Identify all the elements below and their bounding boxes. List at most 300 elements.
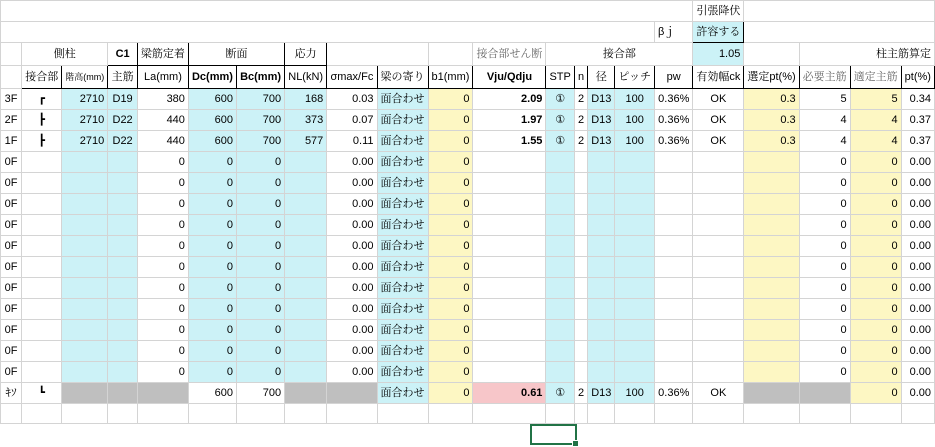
need-cell[interactable]: 0 bbox=[799, 236, 850, 257]
cell-empty[interactable] bbox=[850, 404, 901, 424]
col-header-pitch[interactable]: ピッチ bbox=[615, 66, 655, 89]
beam-offset-cell[interactable]: 面合わせ bbox=[377, 362, 428, 383]
cell-empty[interactable] bbox=[1, 1, 693, 22]
n-cell[interactable]: 2 bbox=[574, 383, 587, 404]
pt-cell[interactable]: 0.00 bbox=[901, 257, 934, 278]
adopt-cell[interactable]: 0 bbox=[850, 152, 901, 173]
bc-cell[interactable]: 700 bbox=[237, 110, 285, 131]
col-header-ck[interactable]: 有効幅ck bbox=[693, 66, 744, 89]
col-header-adopt[interactable]: 適定主筋 bbox=[850, 66, 901, 89]
adopt-cell[interactable]: 0 bbox=[850, 383, 901, 404]
col-header-vju[interactable]: Vju/Qdju bbox=[473, 66, 546, 89]
dia-cell[interactable]: D13 bbox=[588, 110, 615, 131]
n-cell[interactable] bbox=[574, 278, 587, 299]
column-main-calc-label[interactable]: 柱主筋算定 bbox=[799, 43, 934, 66]
n-cell[interactable] bbox=[574, 299, 587, 320]
height-cell[interactable] bbox=[62, 215, 108, 236]
bar-cell[interactable] bbox=[108, 383, 138, 404]
beam-offset-cell[interactable]: 面合わせ bbox=[377, 110, 428, 131]
b1-cell[interactable]: 0 bbox=[428, 194, 473, 215]
dc-cell[interactable]: 0 bbox=[188, 215, 236, 236]
floor-cell[interactable]: 0F bbox=[1, 236, 22, 257]
pt-sel-cell[interactable] bbox=[744, 299, 799, 320]
nl-cell[interactable] bbox=[285, 362, 327, 383]
vju-cell[interactable]: 1.97 bbox=[473, 110, 546, 131]
beam-offset-cell[interactable]: 面合わせ bbox=[377, 278, 428, 299]
floor-cell[interactable]: 0F bbox=[1, 194, 22, 215]
pt-cell[interactable]: 0.00 bbox=[901, 173, 934, 194]
beam-offset-cell[interactable]: 面合わせ bbox=[377, 215, 428, 236]
floor-cell[interactable]: 0F bbox=[1, 215, 22, 236]
sigma-cell[interactable]: 0.00 bbox=[327, 173, 377, 194]
sigma-cell[interactable]: 0.00 bbox=[327, 194, 377, 215]
dc-cell[interactable]: 0 bbox=[188, 299, 236, 320]
bc-cell[interactable]: 0 bbox=[237, 341, 285, 362]
b1-cell[interactable]: 0 bbox=[428, 299, 473, 320]
adopt-cell[interactable]: 0 bbox=[850, 257, 901, 278]
stp-cell[interactable] bbox=[546, 152, 574, 173]
pw-cell[interactable] bbox=[654, 236, 692, 257]
cell-empty[interactable] bbox=[377, 404, 428, 424]
dc-cell[interactable]: 0 bbox=[188, 236, 236, 257]
pw-cell[interactable] bbox=[654, 194, 692, 215]
ck-cell[interactable] bbox=[693, 299, 744, 320]
cell-empty[interactable] bbox=[744, 404, 799, 424]
dia-cell[interactable]: D13 bbox=[588, 131, 615, 152]
stp-cell[interactable] bbox=[546, 320, 574, 341]
pw-cell[interactable] bbox=[654, 152, 692, 173]
height-cell[interactable] bbox=[62, 299, 108, 320]
sigma-cell[interactable]: 0.07 bbox=[327, 110, 377, 131]
b1-cell[interactable]: 0 bbox=[428, 383, 473, 404]
bc-cell[interactable]: 0 bbox=[237, 320, 285, 341]
bc-cell[interactable]: 0 bbox=[237, 362, 285, 383]
b1-cell[interactable]: 0 bbox=[428, 320, 473, 341]
need-cell[interactable]: 0 bbox=[799, 173, 850, 194]
pt-sel-cell[interactable] bbox=[744, 320, 799, 341]
selected-cell[interactable] bbox=[473, 404, 546, 424]
pt-sel-cell[interactable] bbox=[744, 215, 799, 236]
nl-cell[interactable] bbox=[285, 215, 327, 236]
cell-empty[interactable] bbox=[108, 404, 138, 424]
dc-cell[interactable]: 0 bbox=[188, 362, 236, 383]
height-cell[interactable]: 2710 bbox=[62, 110, 108, 131]
col-header-bc[interactable]: Bc(mm) bbox=[237, 66, 285, 89]
stp-cell[interactable]: ① bbox=[546, 89, 574, 110]
bc-cell[interactable]: 700 bbox=[237, 383, 285, 404]
floor-cell[interactable]: ｷｿ bbox=[1, 383, 22, 404]
pw-cell[interactable] bbox=[654, 299, 692, 320]
la-cell[interactable]: 0 bbox=[137, 278, 188, 299]
nl-cell[interactable] bbox=[285, 299, 327, 320]
col-header-pt[interactable]: pt(%) bbox=[901, 66, 934, 89]
sigma-cell[interactable]: 0.00 bbox=[327, 362, 377, 383]
vju-cell[interactable] bbox=[473, 236, 546, 257]
bar-cell[interactable] bbox=[108, 341, 138, 362]
pt-cell[interactable]: 0.00 bbox=[901, 278, 934, 299]
dia-cell[interactable] bbox=[588, 236, 615, 257]
n-cell[interactable] bbox=[574, 215, 587, 236]
ck-cell[interactable] bbox=[693, 278, 744, 299]
joint-symbol-cell[interactable] bbox=[22, 236, 62, 257]
floor-cell[interactable]: 0F bbox=[1, 257, 22, 278]
joint-symbol-cell[interactable] bbox=[22, 215, 62, 236]
col-header-stp[interactable]: STP bbox=[546, 66, 574, 89]
cell-empty[interactable] bbox=[744, 43, 799, 66]
nl-cell[interactable] bbox=[285, 236, 327, 257]
height-cell[interactable]: 2710 bbox=[62, 131, 108, 152]
pt-cell[interactable]: 0.00 bbox=[901, 236, 934, 257]
pitch-cell[interactable] bbox=[615, 236, 655, 257]
sigma-cell[interactable]: 0.11 bbox=[327, 131, 377, 152]
joint-shear-tiny-label[interactable]: 接合部せん断 bbox=[473, 43, 546, 66]
pw-cell[interactable] bbox=[654, 320, 692, 341]
pw-cell[interactable]: 0.36% bbox=[654, 131, 692, 152]
joint-symbol-cell[interactable] bbox=[22, 362, 62, 383]
pitch-cell[interactable] bbox=[615, 362, 655, 383]
need-cell[interactable]: 0 bbox=[799, 320, 850, 341]
height-cell[interactable] bbox=[62, 173, 108, 194]
ck-cell[interactable] bbox=[693, 152, 744, 173]
pitch-cell[interactable] bbox=[615, 299, 655, 320]
stp-cell[interactable]: ① bbox=[546, 131, 574, 152]
stp-cell[interactable] bbox=[546, 194, 574, 215]
n-cell[interactable] bbox=[574, 257, 587, 278]
bc-cell[interactable]: 0 bbox=[237, 299, 285, 320]
need-cell[interactable]: 0 bbox=[799, 257, 850, 278]
pt-sel-cell[interactable] bbox=[744, 278, 799, 299]
joint-symbol-cell[interactable] bbox=[22, 257, 62, 278]
cell-empty[interactable] bbox=[1, 22, 655, 43]
col-header-height[interactable]: 階高(mm) bbox=[62, 66, 108, 89]
dc-cell[interactable]: 600 bbox=[188, 383, 236, 404]
joint-symbol-cell[interactable]: ┣ bbox=[22, 110, 62, 131]
b1-cell[interactable]: 0 bbox=[428, 236, 473, 257]
bc-cell[interactable]: 0 bbox=[237, 215, 285, 236]
cell-empty[interactable] bbox=[22, 404, 62, 424]
ck-cell[interactable] bbox=[693, 215, 744, 236]
nl-cell[interactable]: 373 bbox=[285, 110, 327, 131]
dia-cell[interactable] bbox=[588, 362, 615, 383]
bar-cell[interactable] bbox=[108, 152, 138, 173]
need-cell[interactable]: 0 bbox=[799, 341, 850, 362]
joint-symbol-cell[interactable] bbox=[22, 173, 62, 194]
stp-cell[interactable] bbox=[546, 215, 574, 236]
pw-cell[interactable]: 0.36% bbox=[654, 89, 692, 110]
beam-offset-cell[interactable]: 面合わせ bbox=[377, 173, 428, 194]
ck-cell[interactable] bbox=[693, 194, 744, 215]
cell-empty[interactable] bbox=[1, 43, 22, 66]
ck-cell[interactable] bbox=[693, 320, 744, 341]
adopt-cell[interactable]: 5 bbox=[850, 89, 901, 110]
height-cell[interactable] bbox=[62, 341, 108, 362]
la-cell[interactable]: 0 bbox=[137, 236, 188, 257]
col-header-joint[interactable]: 接合部 bbox=[22, 66, 62, 89]
pw-cell[interactable] bbox=[654, 173, 692, 194]
col-header-pt-sel[interactable]: 選定pt(%) bbox=[744, 66, 799, 89]
ck-cell[interactable]: OK bbox=[693, 110, 744, 131]
joint-symbol-cell[interactable]: ┗ bbox=[22, 383, 62, 404]
pitch-cell[interactable]: 100 bbox=[615, 383, 655, 404]
adopt-cell[interactable]: 0 bbox=[850, 341, 901, 362]
adopt-cell[interactable]: 0 bbox=[850, 194, 901, 215]
height-cell[interactable] bbox=[62, 236, 108, 257]
stp-cell[interactable] bbox=[546, 173, 574, 194]
la-cell[interactable]: 0 bbox=[137, 215, 188, 236]
dc-cell[interactable]: 0 bbox=[188, 320, 236, 341]
dia-cell[interactable] bbox=[588, 257, 615, 278]
pt-cell[interactable]: 0.37 bbox=[901, 110, 934, 131]
pw-cell[interactable]: 0.36% bbox=[654, 383, 692, 404]
n-cell[interactable]: 2 bbox=[574, 131, 587, 152]
beta-j-label[interactable]: βｊ bbox=[654, 22, 692, 43]
tensile-yield-label[interactable]: 引張降伏 bbox=[693, 1, 744, 22]
dc-cell[interactable]: 0 bbox=[188, 278, 236, 299]
vju-cell[interactable] bbox=[473, 152, 546, 173]
bc-cell[interactable]: 0 bbox=[237, 257, 285, 278]
nl-cell[interactable]: 577 bbox=[285, 131, 327, 152]
vju-cell[interactable] bbox=[473, 341, 546, 362]
dia-cell[interactable] bbox=[588, 299, 615, 320]
vju-cell[interactable] bbox=[473, 215, 546, 236]
pt-cell[interactable]: 0.00 bbox=[901, 320, 934, 341]
b1-cell[interactable]: 0 bbox=[428, 110, 473, 131]
beam-offset-cell[interactable]: 面合わせ bbox=[377, 131, 428, 152]
need-cell[interactable] bbox=[799, 383, 850, 404]
dia-cell[interactable]: D13 bbox=[588, 383, 615, 404]
floor-cell[interactable]: 2F bbox=[1, 110, 22, 131]
col-header-dc[interactable]: Dc(mm) bbox=[188, 66, 236, 89]
sigma-cell[interactable]: 0.00 bbox=[327, 320, 377, 341]
col-header-pw[interactable]: pw bbox=[654, 66, 692, 89]
bc-cell[interactable]: 700 bbox=[237, 131, 285, 152]
sigma-cell[interactable]: 0.00 bbox=[327, 278, 377, 299]
allow-cell[interactable]: 許容する bbox=[693, 22, 744, 43]
c1-label[interactable]: C1 bbox=[108, 43, 138, 66]
pt-sel-cell[interactable]: 0.3 bbox=[744, 89, 799, 110]
sigma-cell[interactable]: 0.00 bbox=[327, 257, 377, 278]
n-cell[interactable] bbox=[574, 152, 587, 173]
la-cell[interactable]: 440 bbox=[137, 131, 188, 152]
pt-sel-cell[interactable] bbox=[744, 362, 799, 383]
height-cell[interactable] bbox=[62, 194, 108, 215]
stp-cell[interactable]: ① bbox=[546, 383, 574, 404]
section-label[interactable]: 断面 bbox=[188, 43, 284, 66]
b1-cell[interactable]: 0 bbox=[428, 215, 473, 236]
ck-cell[interactable] bbox=[693, 236, 744, 257]
la-cell[interactable]: 0 bbox=[137, 173, 188, 194]
pt-cell[interactable]: 0.37 bbox=[901, 131, 934, 152]
stp-cell[interactable] bbox=[546, 257, 574, 278]
nl-cell[interactable] bbox=[285, 173, 327, 194]
bar-cell[interactable] bbox=[108, 362, 138, 383]
cell-empty[interactable] bbox=[137, 404, 188, 424]
n-cell[interactable] bbox=[574, 194, 587, 215]
col-header-sigma[interactable]: σmax/Fc bbox=[327, 66, 377, 89]
n-cell[interactable] bbox=[574, 236, 587, 257]
b1-cell[interactable]: 0 bbox=[428, 152, 473, 173]
stp-cell[interactable] bbox=[546, 278, 574, 299]
dc-cell[interactable]: 600 bbox=[188, 110, 236, 131]
pitch-cell[interactable] bbox=[615, 320, 655, 341]
ck-cell[interactable]: OK bbox=[693, 383, 744, 404]
dia-cell[interactable] bbox=[588, 278, 615, 299]
pt-cell[interactable]: 0.00 bbox=[901, 215, 934, 236]
cell-empty[interactable] bbox=[62, 404, 108, 424]
dia-cell[interactable]: D13 bbox=[588, 89, 615, 110]
pitch-cell[interactable] bbox=[615, 215, 655, 236]
stp-cell[interactable]: ① bbox=[546, 110, 574, 131]
anchor-label[interactable]: 梁筋定着 bbox=[137, 43, 188, 66]
joint-symbol-cell[interactable]: ┣ bbox=[22, 131, 62, 152]
dc-cell[interactable]: 0 bbox=[188, 341, 236, 362]
beam-offset-cell[interactable]: 面合わせ bbox=[377, 383, 428, 404]
col-header-b1[interactable]: b1(mm) bbox=[428, 66, 473, 89]
floor-cell[interactable]: 0F bbox=[1, 362, 22, 383]
cell-empty[interactable] bbox=[1, 404, 22, 424]
la-cell[interactable]: 0 bbox=[137, 194, 188, 215]
dc-cell[interactable]: 0 bbox=[188, 152, 236, 173]
cell-empty[interactable] bbox=[693, 404, 744, 424]
pitch-cell[interactable] bbox=[615, 173, 655, 194]
joint-symbol-cell[interactable] bbox=[22, 299, 62, 320]
bar-cell[interactable]: D22 bbox=[108, 110, 138, 131]
cell-empty[interactable] bbox=[744, 22, 935, 43]
pt-cell[interactable]: 0.00 bbox=[901, 362, 934, 383]
bar-cell[interactable]: D22 bbox=[108, 131, 138, 152]
pt-sel-cell[interactable] bbox=[744, 341, 799, 362]
sigma-cell[interactable]: 0.00 bbox=[327, 341, 377, 362]
pt-sel-cell[interactable] bbox=[744, 194, 799, 215]
joint-label[interactable]: 接合部 bbox=[546, 43, 693, 66]
pt-sel-cell[interactable] bbox=[744, 152, 799, 173]
col-header-dia[interactable]: 径 bbox=[588, 66, 615, 89]
n-cell[interactable] bbox=[574, 362, 587, 383]
bc-cell[interactable]: 0 bbox=[237, 236, 285, 257]
dia-cell[interactable] bbox=[588, 152, 615, 173]
pt-cell[interactable]: 0.00 bbox=[901, 194, 934, 215]
bar-cell[interactable] bbox=[108, 320, 138, 341]
la-cell[interactable]: 0 bbox=[137, 152, 188, 173]
n-cell[interactable] bbox=[574, 320, 587, 341]
n-cell[interactable]: 2 bbox=[574, 89, 587, 110]
sigma-cell[interactable] bbox=[327, 383, 377, 404]
bar-cell[interactable]: D19 bbox=[108, 89, 138, 110]
vju-cell[interactable] bbox=[473, 257, 546, 278]
bc-cell[interactable]: 0 bbox=[237, 194, 285, 215]
need-cell[interactable]: 5 bbox=[799, 89, 850, 110]
b1-cell[interactable]: 0 bbox=[428, 278, 473, 299]
floor-cell[interactable]: 0F bbox=[1, 299, 22, 320]
beam-offset-cell[interactable]: 面合わせ bbox=[377, 194, 428, 215]
bar-cell[interactable] bbox=[108, 194, 138, 215]
nl-cell[interactable] bbox=[285, 278, 327, 299]
sigma-cell[interactable]: 0.00 bbox=[327, 152, 377, 173]
stp-cell[interactable] bbox=[546, 341, 574, 362]
floor-cell[interactable]: 0F bbox=[1, 173, 22, 194]
dc-cell[interactable]: 0 bbox=[188, 194, 236, 215]
la-cell[interactable]: 0 bbox=[137, 257, 188, 278]
n-cell[interactable] bbox=[574, 341, 587, 362]
ck-cell[interactable] bbox=[693, 173, 744, 194]
sigma-cell[interactable]: 0.00 bbox=[327, 236, 377, 257]
height-cell[interactable] bbox=[62, 278, 108, 299]
adopt-cell[interactable]: 4 bbox=[850, 110, 901, 131]
dia-cell[interactable] bbox=[588, 173, 615, 194]
pt-sel-cell[interactable] bbox=[744, 236, 799, 257]
vju-cell[interactable] bbox=[473, 320, 546, 341]
ck-cell[interactable]: OK bbox=[693, 131, 744, 152]
stp-cell[interactable] bbox=[546, 362, 574, 383]
cell-empty[interactable] bbox=[327, 43, 428, 66]
beam-offset-cell[interactable]: 面合わせ bbox=[377, 257, 428, 278]
height-cell[interactable] bbox=[62, 362, 108, 383]
bc-cell[interactable]: 700 bbox=[237, 89, 285, 110]
pitch-cell[interactable]: 100 bbox=[615, 89, 655, 110]
cell-empty[interactable] bbox=[799, 404, 850, 424]
need-cell[interactable]: 0 bbox=[799, 362, 850, 383]
floor-cell[interactable]: 0F bbox=[1, 278, 22, 299]
b1-cell[interactable]: 0 bbox=[428, 173, 473, 194]
cell-empty[interactable] bbox=[1, 66, 22, 89]
stp-cell[interactable] bbox=[546, 236, 574, 257]
ck-cell[interactable]: OK bbox=[693, 89, 744, 110]
col-header-beam-offset[interactable]: 梁の寄り bbox=[377, 66, 428, 89]
nl-cell[interactable] bbox=[285, 341, 327, 362]
pitch-cell[interactable] bbox=[615, 257, 655, 278]
pitch-cell[interactable] bbox=[615, 152, 655, 173]
joint-symbol-cell[interactable] bbox=[22, 341, 62, 362]
cell-empty[interactable] bbox=[428, 404, 473, 424]
cell-empty[interactable] bbox=[744, 1, 935, 22]
pt-cell[interactable]: 0.00 bbox=[901, 383, 934, 404]
cell-empty[interactable] bbox=[588, 404, 615, 424]
b1-cell[interactable]: 0 bbox=[428, 131, 473, 152]
pt-sel-cell[interactable]: 0.3 bbox=[744, 131, 799, 152]
dc-cell[interactable]: 0 bbox=[188, 257, 236, 278]
bar-cell[interactable] bbox=[108, 299, 138, 320]
pw-cell[interactable] bbox=[654, 362, 692, 383]
pt-sel-cell[interactable] bbox=[744, 383, 799, 404]
adopt-cell[interactable]: 0 bbox=[850, 173, 901, 194]
b1-cell[interactable]: 0 bbox=[428, 89, 473, 110]
beam-offset-cell[interactable]: 面合わせ bbox=[377, 320, 428, 341]
pw-cell[interactable]: 0.36% bbox=[654, 110, 692, 131]
need-cell[interactable]: 0 bbox=[799, 194, 850, 215]
need-cell[interactable]: 0 bbox=[799, 299, 850, 320]
cell-empty[interactable] bbox=[188, 404, 236, 424]
pt-cell[interactable]: 0.34 bbox=[901, 89, 934, 110]
ck-cell[interactable] bbox=[693, 362, 744, 383]
b1-cell[interactable]: 0 bbox=[428, 257, 473, 278]
cell-empty[interactable] bbox=[285, 404, 327, 424]
b1-cell[interactable]: 0 bbox=[428, 341, 473, 362]
col-header-bar[interactable]: 主筋 bbox=[108, 66, 138, 89]
vju-cell[interactable]: 0.61 bbox=[473, 383, 546, 404]
pitch-cell[interactable]: 100 bbox=[615, 110, 655, 131]
floor-cell[interactable]: 0F bbox=[1, 152, 22, 173]
beam-offset-cell[interactable]: 面合わせ bbox=[377, 341, 428, 362]
cell-empty[interactable] bbox=[574, 404, 587, 424]
joint-symbol-cell[interactable] bbox=[22, 278, 62, 299]
bar-cell[interactable] bbox=[108, 257, 138, 278]
bar-cell[interactable] bbox=[108, 278, 138, 299]
cell-empty[interactable] bbox=[237, 404, 285, 424]
vju-cell[interactable] bbox=[473, 299, 546, 320]
nl-cell[interactable] bbox=[285, 194, 327, 215]
joint-symbol-cell[interactable] bbox=[22, 320, 62, 341]
adopt-cell[interactable]: 0 bbox=[850, 299, 901, 320]
